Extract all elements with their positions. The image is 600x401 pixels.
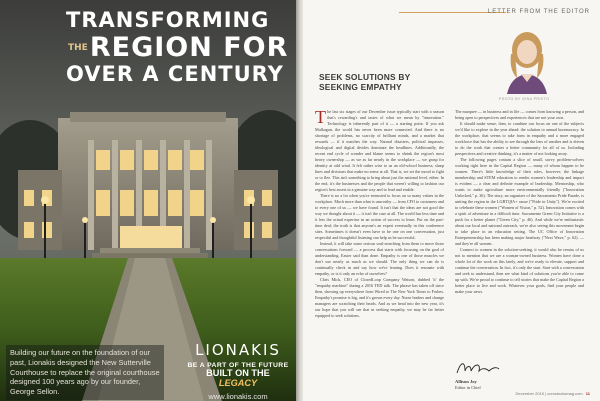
headline-the: THE bbox=[68, 43, 88, 53]
headline-line-3: OVER A CENTURY bbox=[66, 62, 284, 86]
article-column-2 bbox=[455, 109, 584, 295]
brand-name: LIONAKIS bbox=[195, 341, 281, 359]
editor-letter-page bbox=[303, 0, 600, 401]
headline-region: REGION FOR bbox=[89, 32, 289, 63]
article-title: SEEK SOLUTIONS BY SEEKING EMPATHY bbox=[319, 72, 411, 93]
drop-cap: T bbox=[315, 107, 326, 127]
paragraph: Instead, it will take some serious soul-searching from them to move those conversations forward — a process that starts with focusing on the goal of understanding. Easier said than done. Empathy is one of those muscles we don't use nearly as much as we should. The only thing we can do is continually check in and say how we're leaning. Does it resonate with empathy, or is it only an echo of ourselves? bbox=[315, 241, 444, 276]
page-folio bbox=[516, 391, 590, 396]
paragraph: The marquee — in business and in life — comes from knowing a person, and being open to perspectives and experiences that are not your own. bbox=[455, 109, 584, 120]
paragraph: Chris Mick, CEO of ClosedLoop Company Watson, dubbed 'it' the "empathy machine" during a 2016 TED talk. The phrase has taken off since then, showing up everywhere from Wired to The New York Times to Forbes. Empathy's promise is big, and it's grown every day. Nurse leaders and change managers are scratching their heads. And as we head into the new year, it's our hope that you will see that in seeking empathy, we may be far better equipped to seek solutions. bbox=[315, 277, 444, 319]
issue-date: December 2019 bbox=[515, 391, 545, 396]
paragraph: It should make sense, then, to combine our focus on one of the subjects we'd like to explore in the year ahead: the solution to annual bureaucracy. In the workplace, that seems to take form in empathy and a more engaged workforce that has the ability to see through the lens of another and is driven to do the work that creates a better community for all of us. Including perspectives and creative thinking, it's a matter of not looking away. bbox=[455, 121, 584, 157]
photo-credit: PHOTO BY GINA PRIETO bbox=[499, 97, 550, 101]
site-name: comstocksmag.com bbox=[547, 391, 583, 396]
headline-line-2 bbox=[66, 34, 297, 61]
editor-title: Editor in Chief bbox=[455, 385, 481, 390]
website-url[interactable]: www.lionakis.com bbox=[208, 392, 268, 401]
tagline-2 bbox=[186, 369, 290, 388]
article-column-1 bbox=[315, 109, 444, 319]
folio-separator: | bbox=[545, 391, 548, 396]
ad-caption: Building our future on the foundation of our past, Lionakis designed the New Sutterville Courthouse to replace the original courthouse designed 100 years ago by our founder, George Sellon. bbox=[6, 345, 164, 400]
headline-line-1: TRANSFORMING bbox=[66, 8, 270, 32]
lionakis-logo-block bbox=[186, 341, 290, 401]
tagline-2a: BUILT ON THE bbox=[206, 368, 270, 378]
editor-name: Allison Joy bbox=[455, 379, 477, 384]
signature-image bbox=[455, 359, 501, 377]
paragraph: The following pages contain a slice of small, savvy problem-solvers working right here in the Capital Region — many of whom happen to be women. There's little knowledge of their roles, however; the linkage membership and STEM education to render women's leadership and impact is evident — a clear and definite example of leadership. Mentorship, who wants to make agriculture more environmentally friendly ("Innovation Unlocked," p. 36). The story, an organizer of the Sacramento Pride Parade, is uniting the region in the LGBTQIA+ cause ("Pride in Unity"). We're excited to celebrate these women ("Women of Vision," p. 52). Innovation comes with a spirit of adventure in a difficult time. Sacramento Green City Initiative is a push for a better planet ("Green City," p. 46). And while we're enthusiastic about our local and national outreach, we're also seeing this movement begin to take place in an education setting. The UC Office of Innovation Entrepreneurship has been making major headway ("Next Wave," p. 62). — and they're all women. bbox=[455, 157, 584, 247]
paragraph: There is no a lot when you're entrusted to focus on so many values in the workplace. Much more than what is unworthy — from CFO to customers and to every one of us — we have found. It isn't that the ideas are not good the way we thought about it — it isn't the case at all. The world has less time and it less the actual expertise in an action of success to learn. Put on the part-time deal; the truth is that anyone's an expert eventually in this conference sites. Sometimes it doesn't even have to be one on one conversation, just respectful and thoughtful listening can help us be successful. bbox=[315, 192, 444, 240]
ad-headline bbox=[66, 10, 297, 85]
paragraph: The last six stages of our December issue typically start with a season that's rewarding's and tastes of what we mean by "innovation." Technology is inherently part of it — a starting point. If you ask Mulkagan, the world has never been more connected. And there is no shortage of problems, no scarcity of brilliant minds, and a market that rewards — if it matches the way. Natural disasters, political impasses, ideological and digital divides dominate the headlines. Additionally, the recent end cycle of wonder and blame seems to shrink the region's most heavy ownership — as we as far nearly in the workplace — we grasp for identity at odd wind. It felt rather wise to us an old-school business; sharp lines and divisions that make no sense at all. That is, we set the mood to fight or to flee. This isn't something to bring about just the national level, either. In the end, it's the businesses and the people that weren't willing to fashion our region's best assets in a genuine way and to lead and enable. bbox=[315, 107, 444, 192]
editor-portrait bbox=[497, 24, 557, 94]
tagline-1: BE A PART OF THE FUTURE bbox=[187, 362, 289, 369]
page-number: 11 bbox=[585, 391, 590, 396]
paragraph: Connect to women in the solution-seeking, it would also be remiss of us not to mention that we are a woman-owned business. Women have done a whole lot of the work on this lately, and we're ready to elevate, support and continue the conversation. In fact, it's only the start. Start with a conversation and seek to understand, then see what kind of solutions you're able to come up with. We're proud to continue to tell stories that make the Capital Region a better place to live and work. Whatever your goals, find your people and make your news. bbox=[455, 247, 584, 295]
advertisement-page bbox=[0, 0, 297, 401]
tagline-2b: LEGACY bbox=[218, 377, 258, 388]
running-head: LETTER FROM THE EDITOR bbox=[487, 9, 590, 15]
